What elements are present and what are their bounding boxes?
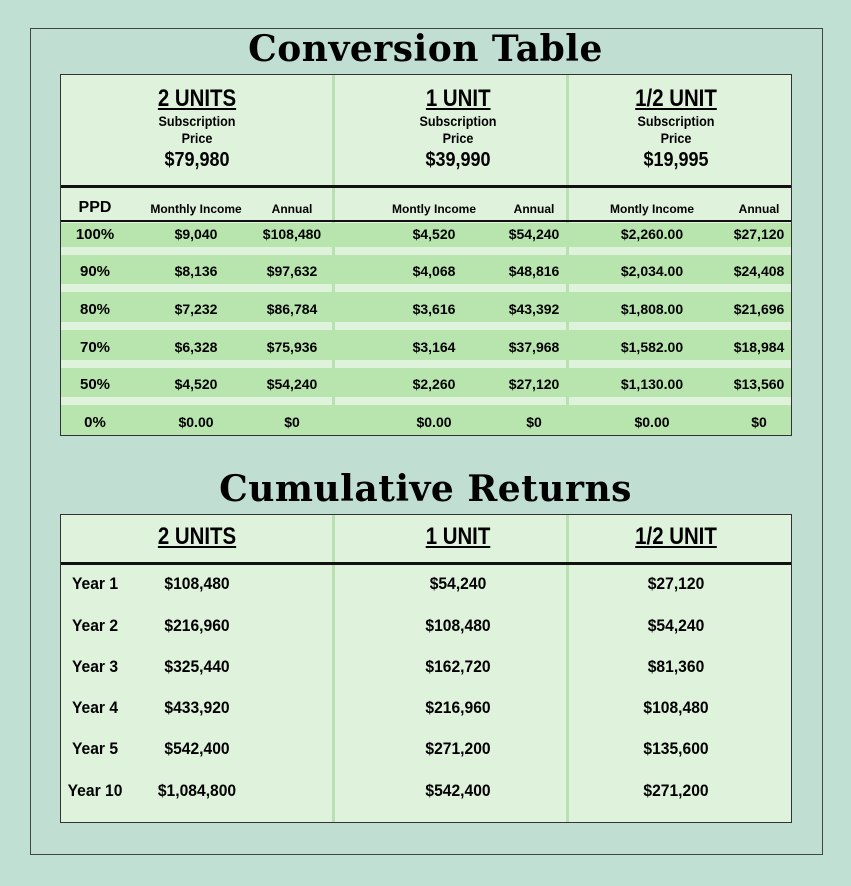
subscription-label: Subscription	[158, 113, 236, 129]
ppd-cell: 0%	[84, 414, 106, 431]
return-value: $216,960	[425, 698, 491, 717]
column-header: Annual	[513, 202, 555, 216]
return-value: $271,200	[425, 739, 491, 758]
return-value: $216,960	[164, 616, 230, 635]
return-value: $81,360	[647, 657, 705, 676]
table-cell: $4,520	[174, 376, 218, 392]
ppd-cell: 90%	[79, 263, 111, 280]
year-label: Year 3	[71, 657, 119, 676]
table-cell: $0.00	[178, 414, 214, 430]
ppd-cell: 100%	[75, 226, 115, 243]
table-cell: $75,936	[266, 339, 318, 355]
table-cell: $24,408	[733, 263, 785, 279]
return-value: $271,200	[643, 781, 709, 800]
table-cell: $97,632	[266, 263, 318, 279]
price-label: Price	[660, 130, 692, 146]
table-cell: $2,260	[412, 376, 456, 392]
unit-name: 1/2 UNIT	[635, 523, 717, 550]
table-cell: $54,240	[508, 226, 560, 242]
header-divider	[61, 185, 791, 188]
year-label: Year 10	[67, 781, 123, 800]
table-cell: $48,816	[508, 263, 560, 279]
conversion-table	[60, 74, 792, 436]
return-value: $108,480	[425, 616, 491, 635]
table-cell: $8,136	[174, 263, 218, 279]
return-value: $542,400	[164, 739, 230, 758]
table-cell: $13,560	[733, 376, 785, 392]
table-cell: $2,260.00	[620, 226, 684, 242]
table-cell: $43,392	[508, 301, 560, 317]
table-cell: $1,582.00	[620, 339, 684, 355]
table-cell: $0	[284, 414, 300, 430]
table-cell: $7,232	[174, 301, 218, 317]
table-cell: $2,034.00	[620, 263, 684, 279]
year-label: Year 5	[71, 739, 119, 758]
table-cell: $3,616	[412, 301, 456, 317]
year-label: Year 1	[71, 574, 119, 593]
subscription-label: Subscription	[637, 113, 715, 129]
ppd-column-header: PPD	[78, 199, 112, 216]
table-cell: $0.00	[634, 414, 670, 430]
table-cell: $9,040	[174, 226, 218, 242]
unit-header-half-unit	[628, 85, 724, 172]
column-header: Annual	[738, 202, 780, 216]
unit-name: 1 UNIT	[425, 523, 491, 550]
ppd-cell: 50%	[79, 376, 111, 393]
column-header: Monthly Income	[150, 202, 242, 216]
table-cell: $108,480	[262, 226, 322, 242]
price-label: Price	[181, 130, 213, 146]
return-value: $54,240	[429, 574, 487, 593]
return-value: $162,720	[425, 657, 491, 676]
column-header-divider	[61, 220, 791, 222]
cum-header-half-unit	[628, 523, 724, 551]
table-cell: $0	[751, 414, 767, 430]
return-value: $54,240	[647, 616, 705, 635]
table-cell: $27,120	[508, 376, 560, 392]
cumulative-returns-title: Cumulative Returns	[219, 468, 632, 510]
return-value: $542,400	[425, 781, 491, 800]
unit-name: 2 UNITS	[157, 85, 237, 112]
ppd-cell: 70%	[79, 339, 111, 356]
return-value: $325,440	[164, 657, 230, 676]
table-cell: $86,784	[266, 301, 318, 317]
table-cell: $3,164	[412, 339, 456, 355]
subscription-label: Subscription	[419, 113, 497, 129]
table-cell: $4,068	[412, 263, 456, 279]
table-cell: $1,808.00	[620, 301, 684, 317]
table-cell: $0	[526, 414, 542, 430]
return-value: $108,480	[164, 574, 230, 593]
price-label: Price	[442, 130, 474, 146]
cumulative-returns-table	[60, 514, 792, 823]
subscription-price: $39,990	[425, 149, 491, 171]
table-cell: $0.00	[416, 414, 452, 430]
table-cell: $1,130.00	[620, 376, 684, 392]
table-cell: $27,120	[733, 226, 785, 242]
return-value: $108,480	[643, 698, 709, 717]
table-cell: $4,520	[412, 226, 456, 242]
table-cell: $6,328	[174, 339, 218, 355]
table-cell: $21,696	[733, 301, 785, 317]
column-header: Montly Income	[391, 202, 477, 216]
column-header: Annual	[271, 202, 313, 216]
return-value: $433,920	[164, 698, 230, 717]
header-divider	[61, 562, 791, 565]
subscription-price: $79,980	[164, 149, 230, 171]
return-value: $1,084,800	[157, 781, 237, 800]
unit-header-2-units	[151, 85, 243, 172]
unit-header-1-unit	[415, 85, 501, 172]
column-header: Montly Income	[609, 202, 695, 216]
return-value: $135,600	[643, 739, 709, 758]
cum-header-2-units	[151, 523, 243, 551]
year-label: Year 4	[71, 698, 119, 717]
return-value: $27,120	[647, 574, 705, 593]
conversion-table-title: Conversion Table	[248, 28, 603, 70]
unit-name: 1 UNIT	[425, 85, 491, 112]
cum-header-1-unit	[420, 523, 496, 551]
year-label: Year 2	[71, 616, 119, 635]
table-cell: $18,984	[733, 339, 785, 355]
unit-name: 2 UNITS	[157, 523, 237, 550]
table-cell: $37,968	[508, 339, 560, 355]
table-cell: $54,240	[266, 376, 318, 392]
subscription-price: $19,995	[643, 149, 709, 171]
ppd-cell: 80%	[79, 301, 111, 318]
unit-name: 1/2 UNIT	[635, 85, 717, 112]
